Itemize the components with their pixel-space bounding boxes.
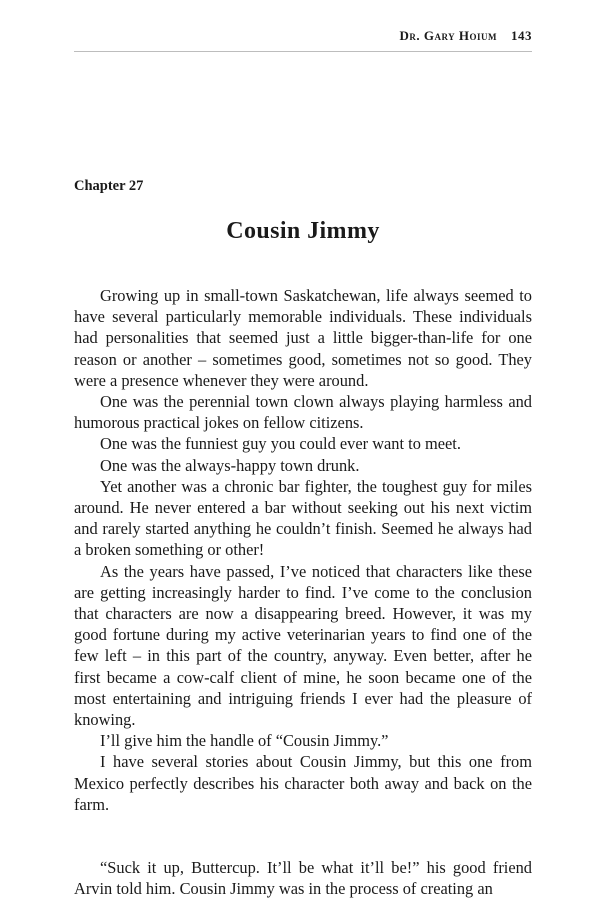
paragraph: One was the perennial town clown always playing harmless and humorous practical jokes on fellow citizens. bbox=[74, 392, 532, 433]
paragraph: Growing up in small-town Saskatchewan, life always seemed to have several particularly memorable individuals. These individuals had personalities that seemed just a little bigger-than-life for one reason or another – sometimes good, sometimes not so good. They were a presence whenever they were around. bbox=[74, 286, 532, 390]
paragraph: “Suck it up, Buttercup. It’ll be what it’ll be!” his good friend Arvin told him. Cousin Jimmy was in the process of creating an bbox=[74, 858, 532, 899]
paragraph: As the years have passed, I’ve noticed that characters like these are getting increasingly harder to find. I’ve come to the conclusion that characters are now a disappearing breed. However, it was my good fortune during my active veterinarian years to find one of the few left – in this part of the country, anyway. Even better, after he first became a cow-calf client of mine, he soon became one of the most entertaining and intriguing friends I ever had the pleasure of knowing. bbox=[74, 561, 532, 730]
chapter-label: Chapter 27 bbox=[74, 178, 144, 194]
paragraph: One was the funniest guy you could ever want to meet. bbox=[100, 434, 461, 454]
page-number: 143 bbox=[511, 28, 532, 43]
paragraph: I’ll give him the handle of “Cousin Jimmy.” bbox=[100, 731, 389, 751]
paragraph: One was the always-happy town drunk. bbox=[100, 455, 360, 475]
body-text bbox=[74, 285, 532, 899]
paragraph: Yet another was a chronic bar fighter, the toughest guy for miles around. He never entered a bar without seeking out his next victim and rarely started anything he couldn’t finish. Seemed he always had a broken something or other! bbox=[74, 476, 532, 560]
header-rule bbox=[74, 51, 532, 52]
running-header bbox=[74, 28, 532, 44]
paragraph: I have several stories about Cousin Jimmy, but this one from Mexico perfectly describes his character both away and back on the farm. bbox=[74, 752, 532, 814]
header-author: Dr. Gary Hoium bbox=[399, 28, 497, 43]
chapter-title: Cousin Jimmy bbox=[226, 218, 380, 244]
